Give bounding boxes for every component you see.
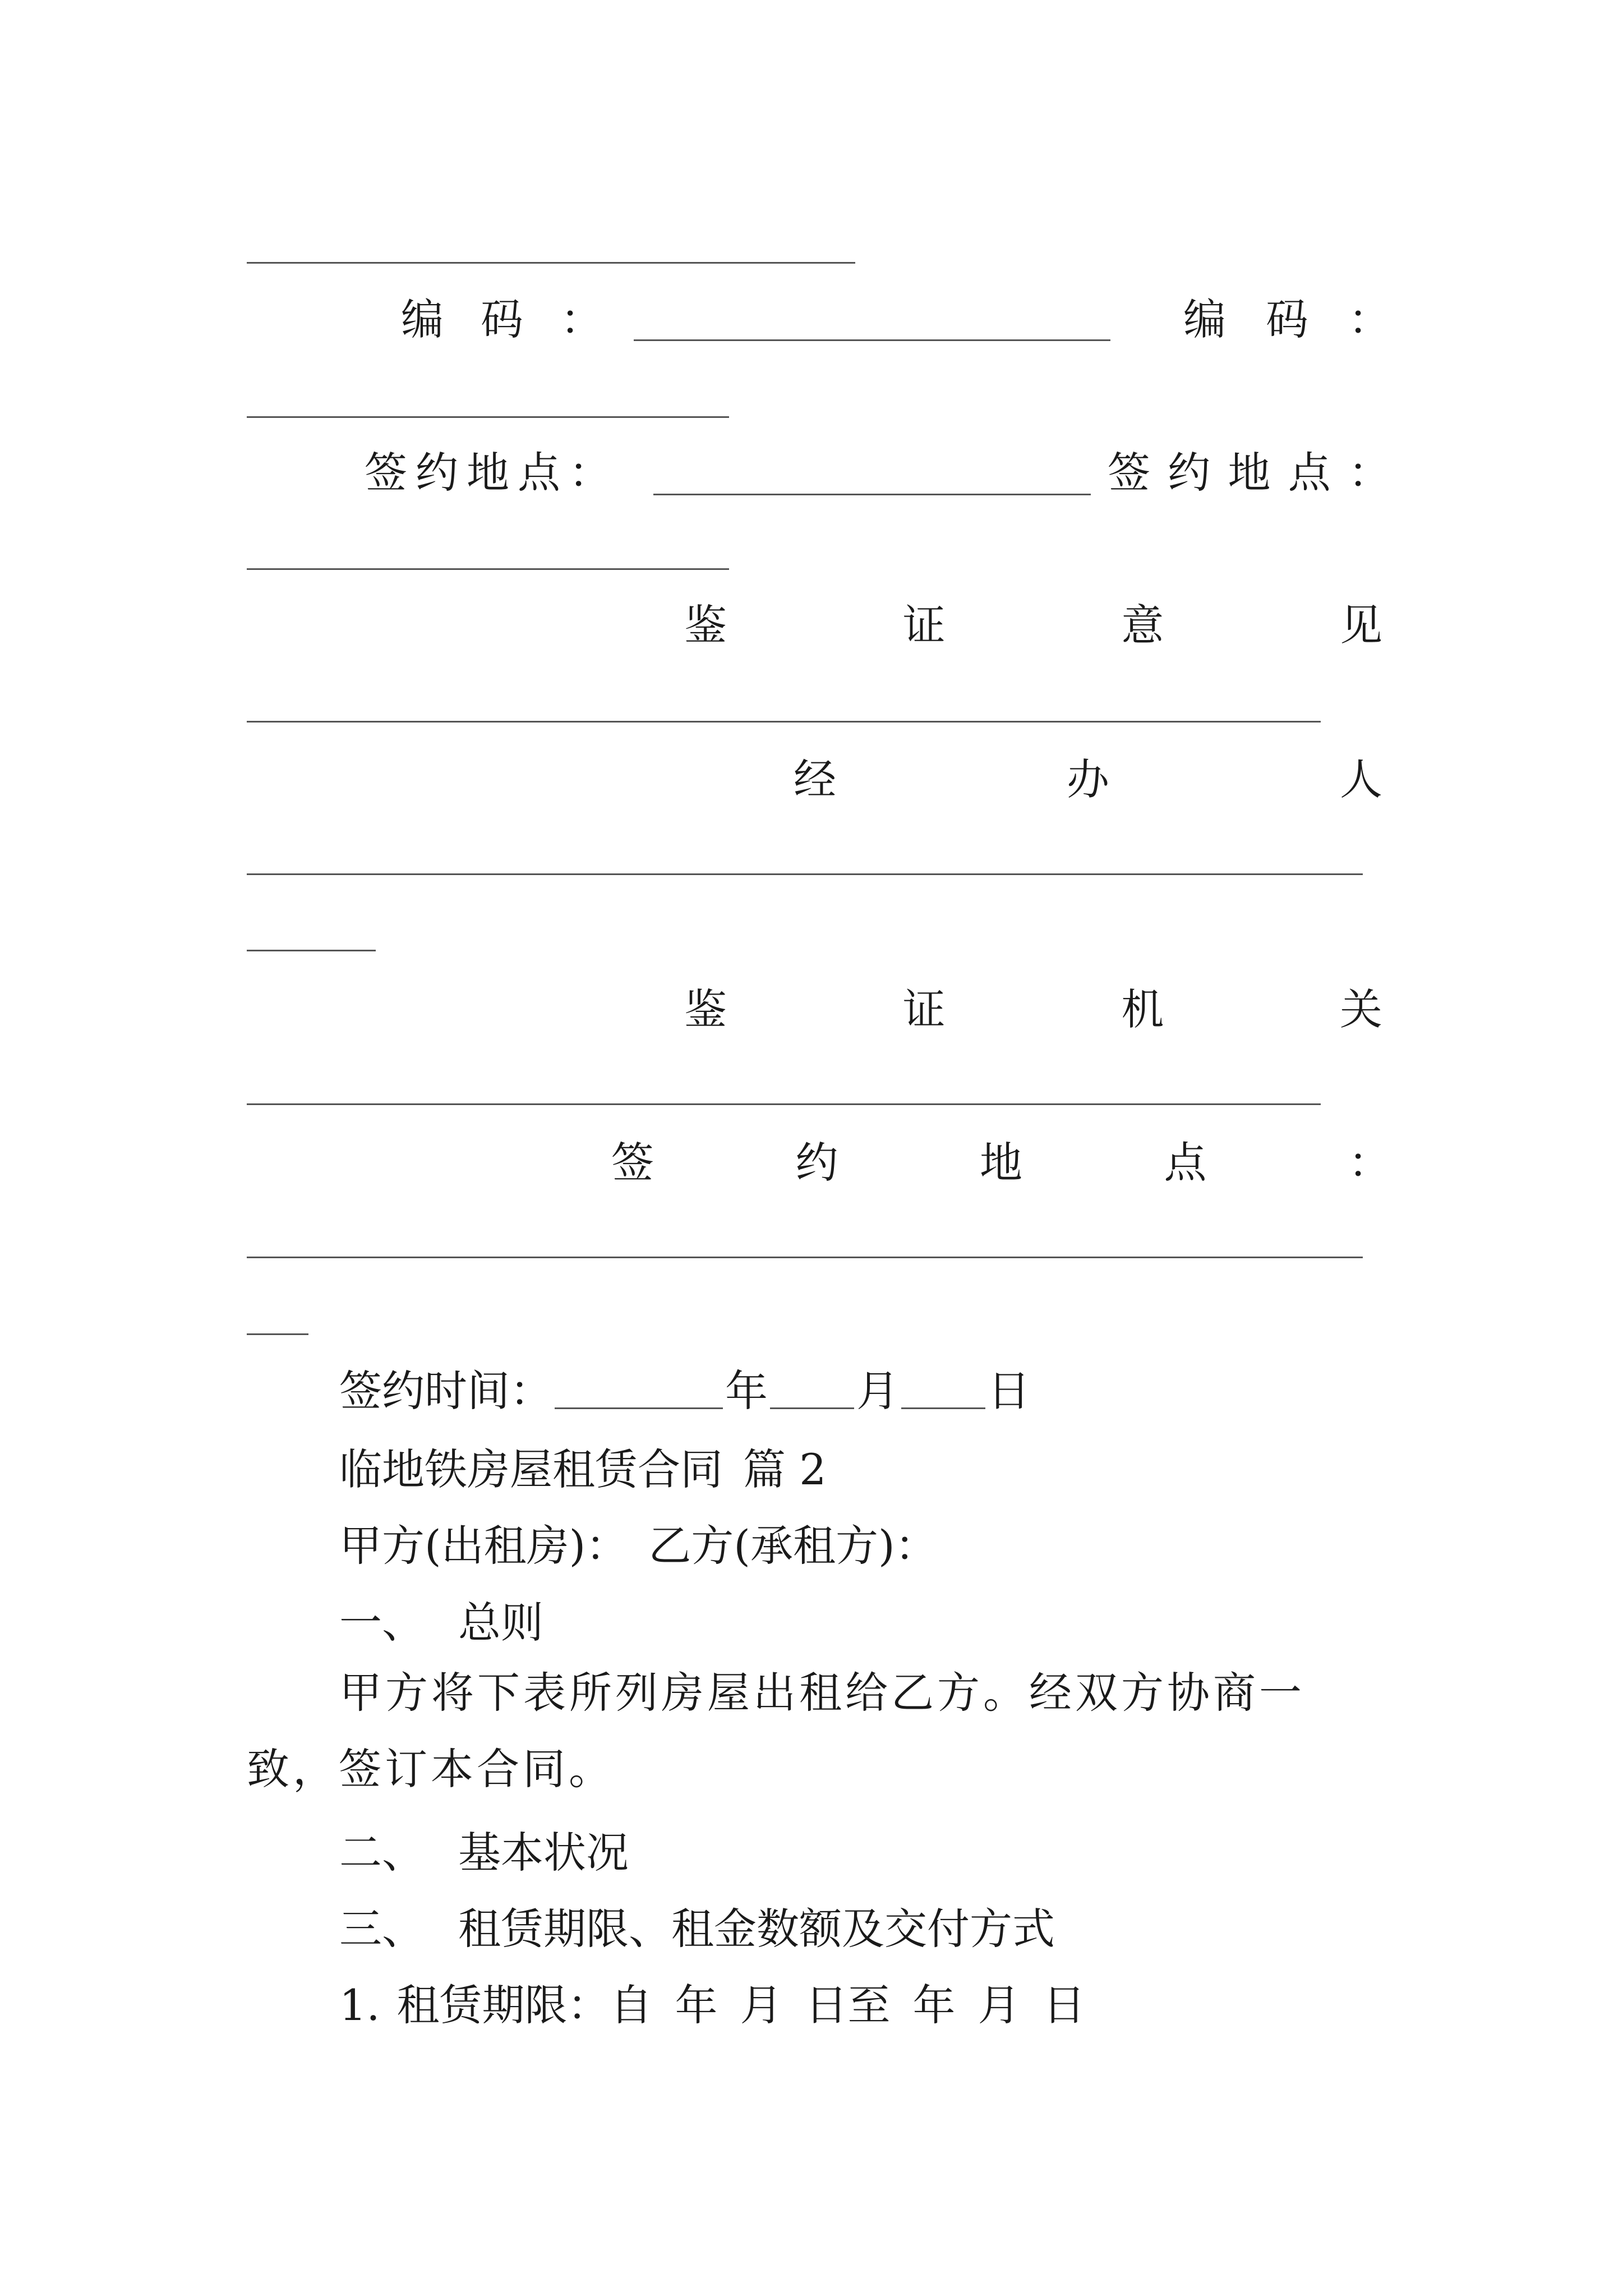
section-number: 一、 <box>339 1598 425 1648</box>
top-rule <box>247 262 855 264</box>
verification-authority-field[interactable] <box>247 1103 1321 1105</box>
lease-term-end-year: 年 <box>912 1980 956 2030</box>
code-label-right: 编 码 ： <box>1183 295 1391 344</box>
item-number: 1. <box>339 1980 380 2030</box>
section-title: 租赁期限、租金数额及交付方式 <box>458 1904 1055 1954</box>
verification-opinion-label: 鉴 证 意 见 <box>684 600 1382 650</box>
section-1-heading <box>339 1595 543 1651</box>
sign-time-label: 签约时间： <box>339 1366 552 1416</box>
verification-site-label: 签 约 地 点 ： <box>611 1138 1391 1188</box>
section-1-body: 甲方将下表所列房屋出租给乙方。经双方协商一致，签订本合同。 <box>247 1668 1305 1794</box>
sign-month-unit: 月 <box>856 1366 899 1416</box>
sign-day-unit: 日 <box>988 1366 1030 1416</box>
sign-year-unit: 年 <box>725 1366 768 1416</box>
code-field-right[interactable] <box>247 416 729 418</box>
parties-line <box>339 1518 938 1574</box>
contract-title: 临地铁房屋租赁合同 <box>339 1444 723 1494</box>
verification-opinion-field[interactable] <box>247 721 1321 723</box>
lease-term-end-day: 日 <box>1043 1980 1086 2030</box>
lease-term-from: 自 <box>610 1980 653 2030</box>
verification-site-field[interactable] <box>247 1257 1363 1258</box>
site-field-left[interactable] <box>653 494 1091 495</box>
handler-field-continued[interactable] <box>247 950 376 951</box>
code-label-left: 编 码 ： <box>401 295 603 344</box>
party-b-label: 乙方(承租方)： <box>648 1521 938 1571</box>
contract-title-line <box>339 1442 827 1498</box>
party-a-label: 甲方(出租房)： <box>339 1521 629 1571</box>
site-label-left: 签 约 地 点 ： <box>365 448 611 498</box>
lease-term-line <box>339 1977 1086 2033</box>
section-3-heading <box>339 1901 1055 1957</box>
section-title: 总则 <box>458 1598 543 1648</box>
sign-year-field[interactable] <box>555 1374 723 1409</box>
sign-month-field[interactable] <box>770 1374 854 1409</box>
lease-term-start-year: 年 <box>675 1980 718 2030</box>
section-title: 基本状况 <box>458 1828 629 1878</box>
verification-site-field-continued[interactable] <box>247 1333 308 1335</box>
section-2-heading <box>339 1825 629 1881</box>
handler-field[interactable] <box>247 873 1363 875</box>
lease-term-label: 租赁期限： <box>396 1980 610 2030</box>
handler-label: 经 办 人 <box>794 754 1382 804</box>
sign-day-field[interactable] <box>901 1374 985 1409</box>
sign-time-line <box>339 1363 1030 1419</box>
site-field-right[interactable] <box>247 568 729 570</box>
lease-term-start-month: 月 <box>740 1980 783 2030</box>
verification-authority-label: 鉴 证 机 关 <box>684 984 1382 1034</box>
lease-term-start-day-to: 日至 <box>805 1980 891 2030</box>
lease-term-end-month: 月 <box>978 1980 1021 2030</box>
section-number: 二、 <box>339 1828 425 1878</box>
section-number: 三、 <box>339 1904 425 1954</box>
code-field-left[interactable] <box>634 339 1110 341</box>
contract-part: 篇 2 <box>743 1444 827 1494</box>
site-label-right: 签 约 地 点 ： <box>1108 448 1391 498</box>
